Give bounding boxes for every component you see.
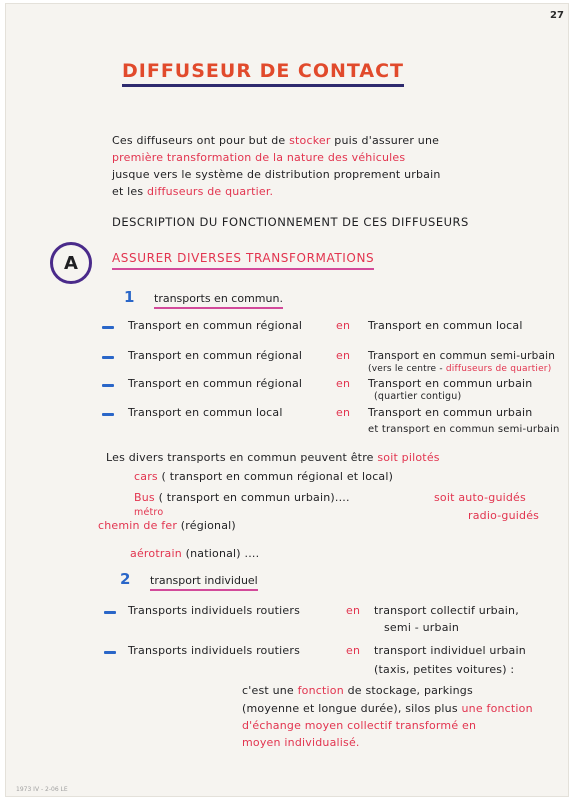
- intro-highlight: stocker: [289, 134, 331, 147]
- subsection-number: 1: [124, 288, 135, 306]
- row-note: [368, 362, 551, 376]
- row-to: Transport en commun semi-urbain: [368, 350, 556, 362]
- section-letter-badge: A: [50, 242, 92, 284]
- intro-text: et les: [112, 185, 144, 198]
- intro-text: puis d'assurer une: [334, 134, 440, 147]
- row-to: Transport en commun urbain: [368, 406, 533, 419]
- row-to: transport collectif urbain,: [374, 604, 519, 617]
- row-to-continued: et transport en commun semi-urbain: [368, 424, 560, 435]
- intro-line-3: jusque vers le système de distribution proprement urbain: [112, 168, 441, 181]
- bullet-dash: [104, 651, 116, 654]
- description-heading: DESCRIPTION DU FONCTIONNEMENT DE CES DIFFUSEURS: [112, 215, 469, 229]
- function-text: c'est une: [242, 684, 294, 697]
- row-to-continued: semi - urbain: [384, 621, 460, 634]
- chemin-line: [98, 519, 236, 533]
- pilot-text: Les divers transports en commun peuvent être: [106, 451, 374, 464]
- row-note-text: (vers le centre -: [368, 364, 443, 374]
- archive-reference: 1973 IV - 2-06 LE: [16, 786, 68, 793]
- cars-text: ( transport en commun régional et local): [161, 470, 394, 483]
- aero-text: (national) ....: [185, 547, 260, 560]
- function-line-1: [242, 684, 473, 698]
- row-from: Transport en commun régional: [128, 349, 303, 362]
- auto-guides: soit auto-guidés: [434, 491, 526, 504]
- function-highlight: fonction: [297, 684, 344, 697]
- cars-label: cars: [134, 470, 158, 483]
- function-text: de stockage, parkings: [347, 684, 473, 697]
- subsection-number: 2: [120, 570, 131, 588]
- row-en: en: [346, 604, 361, 617]
- row-en: en: [336, 319, 351, 332]
- intro-line-4: [112, 185, 273, 199]
- row-en: en: [336, 349, 351, 362]
- row-en: en: [336, 377, 351, 390]
- row-from: Transport en commun local: [128, 406, 283, 419]
- bus-line: [134, 491, 350, 505]
- row-to: Transport en commun local: [368, 319, 523, 332]
- pilot-line: [106, 451, 440, 465]
- function-line-4: moyen individualisé.: [242, 736, 360, 749]
- row-en: en: [336, 406, 351, 419]
- cars-line: [134, 470, 393, 484]
- chemin-label: chemin de fer: [98, 519, 178, 532]
- page-number: 27: [550, 10, 564, 21]
- aero-label: aérotrain: [130, 547, 182, 560]
- subsection-title: transports en commun.: [154, 292, 283, 309]
- radio-guides: radio-guidés: [468, 509, 540, 522]
- intro-highlight: diffuseurs de quartier.: [147, 185, 274, 198]
- row-from: Transports individuels routiers: [128, 644, 301, 657]
- bus-text: ( transport en commun urbain)....: [158, 491, 350, 504]
- document-page: [6, 4, 568, 796]
- row-from: Transports individuels routiers: [128, 604, 301, 617]
- bus-label: Bus: [134, 491, 155, 504]
- row-from: Transport en commun régional: [128, 319, 303, 332]
- row-from: Transport en commun régional: [128, 377, 303, 390]
- aero-line: [130, 547, 259, 561]
- bullet-dash: [102, 413, 114, 416]
- row-to: Transport en commun urbain: [368, 377, 533, 390]
- row-to: transport individuel urbain: [374, 644, 526, 657]
- row-note-highlight: diffuseurs de quartier): [445, 364, 552, 374]
- intro-line-1: [112, 134, 439, 148]
- function-line-3: d'échange moyen collectif transformé en: [242, 719, 477, 732]
- bullet-dash: [102, 356, 114, 359]
- row-note: (quartier contigu): [374, 391, 462, 402]
- pilot-highlight: soit pilotés: [377, 451, 440, 464]
- metro-label: métro: [134, 507, 164, 518]
- function-highlight: une fonction: [461, 702, 533, 715]
- chemin-text: (régional): [180, 519, 236, 532]
- row-to-continued: (taxis, petites voitures) :: [374, 663, 515, 676]
- row-en: en: [346, 644, 361, 657]
- function-text: (moyenne et longue durée), silos plus: [242, 702, 458, 715]
- page-title: DIFFUSEUR DE CONTACT: [122, 60, 404, 87]
- section-a-title: ASSURER DIVERSES TRANSFORMATIONS: [112, 251, 374, 270]
- intro-line-2: première transformation de la nature des véhicules: [112, 151, 406, 164]
- bullet-dash: [102, 384, 114, 387]
- subsection-title: transport individuel: [150, 574, 258, 591]
- function-line-2: [242, 702, 533, 716]
- bullet-dash: [104, 611, 116, 614]
- intro-text: Ces diffuseurs ont pour but de: [112, 134, 286, 147]
- bullet-dash: [102, 326, 114, 329]
